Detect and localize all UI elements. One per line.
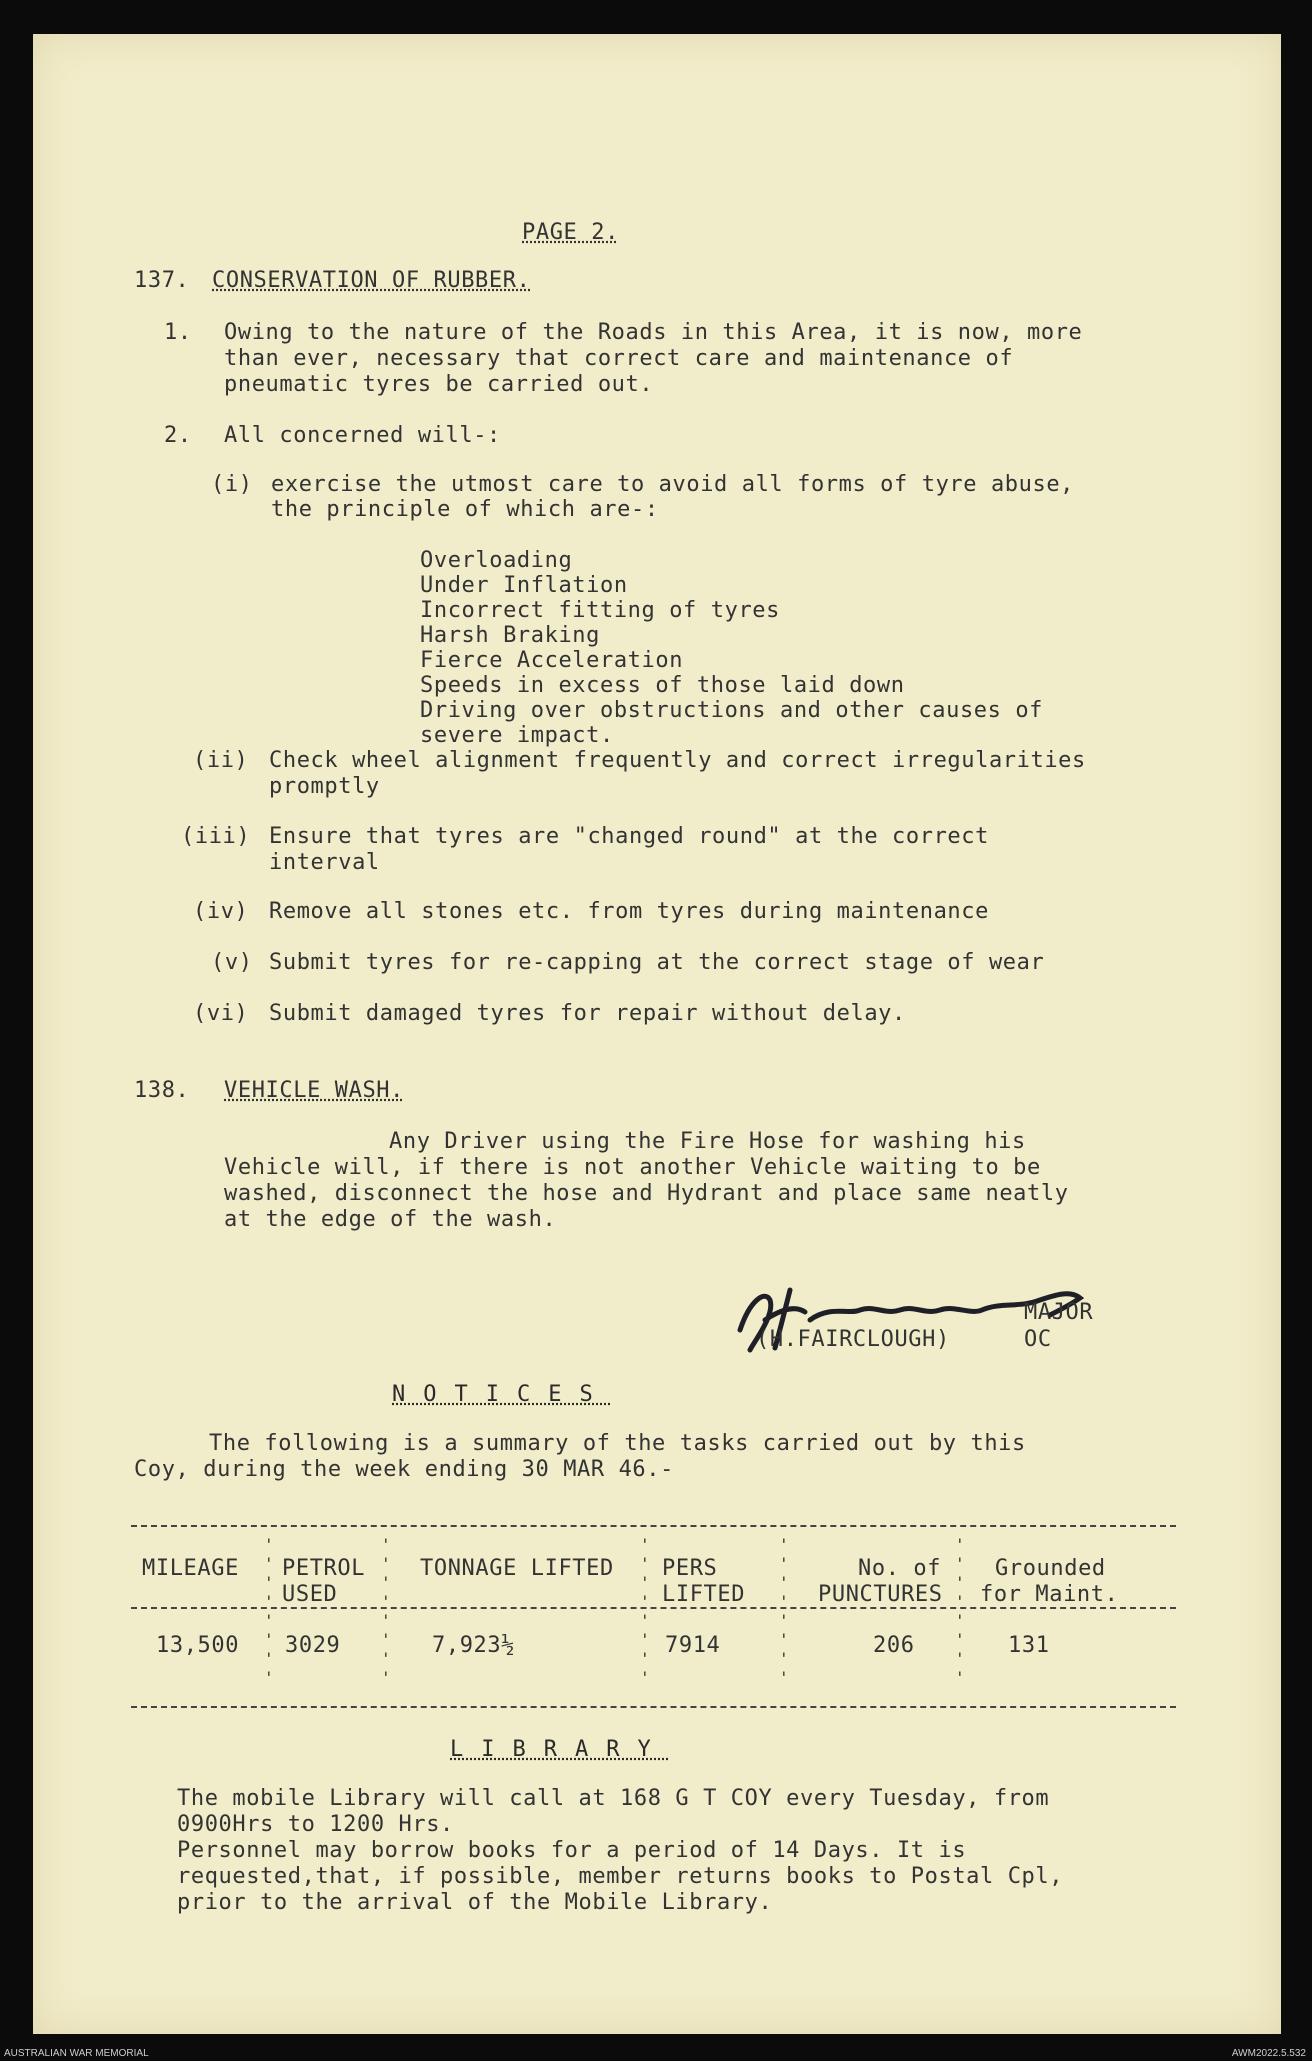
abuse-list-item: severe impact. [420,723,614,748]
table-cell: 7914 [665,1633,721,1658]
column-separator: ꞌ ꞌ ꞌ ꞌ ꞌ ꞌ ꞌ ꞌ [264,1535,274,1687]
para-1-line: pneumatic tyres be carried out. [224,372,654,397]
abuse-list-item: Fierce Acceleration [420,648,684,673]
signatory-name: (H.FAIRCLOUGH) [756,1327,950,1352]
item-number: (i) [211,472,253,497]
section-137-title: CONSERVATION OF RUBBER. [212,268,531,293]
item-line: exercise the utmost care to avoid all forms of tyre abuse, [271,472,1075,497]
abuse-list-item: Incorrect fitting of tyres [420,598,780,623]
section-138-line: Vehicle will, if there is not another Vehicle waiting to be [224,1155,1041,1180]
table-bottom-rule [131,1706,1176,1708]
table-header: PERS [662,1556,718,1581]
notices-heading: NOTICES [392,1382,611,1407]
item-number: (iv) [193,899,249,924]
section-137-number: 137. [134,268,190,293]
section-138-line: washed, disconnect the hose and Hydrant and place same neatly [224,1181,1069,1206]
abuse-list-item: Under Inflation [420,573,628,598]
item-number: (vi) [193,1001,249,1026]
item-line: promptly [269,774,380,799]
table-header: USED [282,1582,338,1607]
table-cell: 206 [873,1633,915,1658]
section-138-title: VEHICLE WASH. [224,1078,404,1103]
archive-reference: AWM2022.5.532 [1231,2048,1306,2059]
abuse-list-item: Speeds in excess of those laid down [420,673,905,698]
table-header: Grounded [995,1556,1106,1581]
table-header: TONNAGE LIFTED [420,1556,614,1581]
item-line: Submit tyres for re-capping at the correct stage of wear [269,950,1045,975]
archive-credit: AUSTRALIAN WAR MEMORIAL [4,2048,149,2059]
signatory-rank: MAJOR [1024,1300,1094,1325]
column-separator: ꞌ ꞌ ꞌ ꞌ ꞌ ꞌ ꞌ ꞌ [779,1535,789,1687]
abuse-list-item: Driving over obstructions and other causes of [420,698,1044,723]
para-1-line: Owing to the nature of the Roads in this Area, it is now, more [224,320,1083,345]
library-line: The mobile Library will call at 168 G T COY every Tuesday, from [177,1786,1050,1811]
abuse-list-item: Harsh Braking [420,623,600,648]
notices-intro-line: Coy, during the week ending 30 MAR 46.- [134,1457,674,1482]
para-1-number: 1. [164,320,192,345]
section-138-line: at the edge of the wash. [224,1207,557,1232]
table-cell: 131 [1008,1633,1050,1658]
abuse-list-item: Overloading [420,548,573,573]
table-cell: 13,500 [156,1633,240,1658]
item-line: Ensure that tyres are "changed round" at the correct [269,824,989,849]
item-line: interval [269,850,380,875]
table-cell: 3029 [285,1633,341,1658]
library-line: prior to the arrival of the Mobile Library. [177,1890,773,1915]
item-line: the principle of which are-: [271,497,659,522]
table-header: MILEAGE [142,1556,239,1581]
column-separator: ꞌ ꞌ ꞌ ꞌ ꞌ ꞌ ꞌ ꞌ [381,1535,391,1687]
section-138-number: 138. [134,1078,190,1103]
signatory-role: OC [1024,1327,1052,1352]
item-line: Submit damaged tyres for repair without delay. [269,1001,906,1026]
column-separator: ꞌ ꞌ ꞌ ꞌ ꞌ ꞌ ꞌ ꞌ [955,1535,965,1687]
table-top-rule [131,1525,1176,1527]
page-header: PAGE 2. [522,220,619,245]
item-line: Remove all stones etc. from tyres during maintenance [269,899,989,924]
notices-intro-line: The following is a summary of the tasks carried out by this [209,1431,1026,1456]
library-line: Personnel may borrow books for a period of 14 Days. It is [177,1838,967,1863]
table-header: PETROL [282,1556,366,1581]
item-line: Check wheel alignment frequently and correct irregularities [269,748,1086,773]
para-2-text: All concerned will-: [224,423,501,448]
table-header: PUNCTURES [818,1582,943,1607]
column-separator: ꞌ ꞌ ꞌ ꞌ ꞌ ꞌ ꞌ ꞌ [640,1535,650,1687]
section-138-line: Any Driver using the Fire Hose for washing his [389,1129,1026,1154]
para-1-line: than ever, necessary that correct care and maintenance of [224,346,1014,371]
library-heading: LIBRARY [450,1737,669,1762]
table-header: LIFTED [662,1582,746,1607]
item-number: (iii) [181,824,251,849]
library-line: 0900Hrs to 1200 Hrs. [177,1812,454,1837]
table-header: No. of [858,1556,942,1581]
item-number: (v) [211,950,253,975]
table-cell: 7,923½ [432,1633,516,1658]
para-2-number: 2. [164,423,192,448]
library-line: requested,that, if possible, member returns books to Postal Cpl, [177,1864,1064,1889]
table-header: for Maint. [980,1582,1119,1607]
item-number: (ii) [193,748,249,773]
table-header-rule [131,1607,1176,1609]
